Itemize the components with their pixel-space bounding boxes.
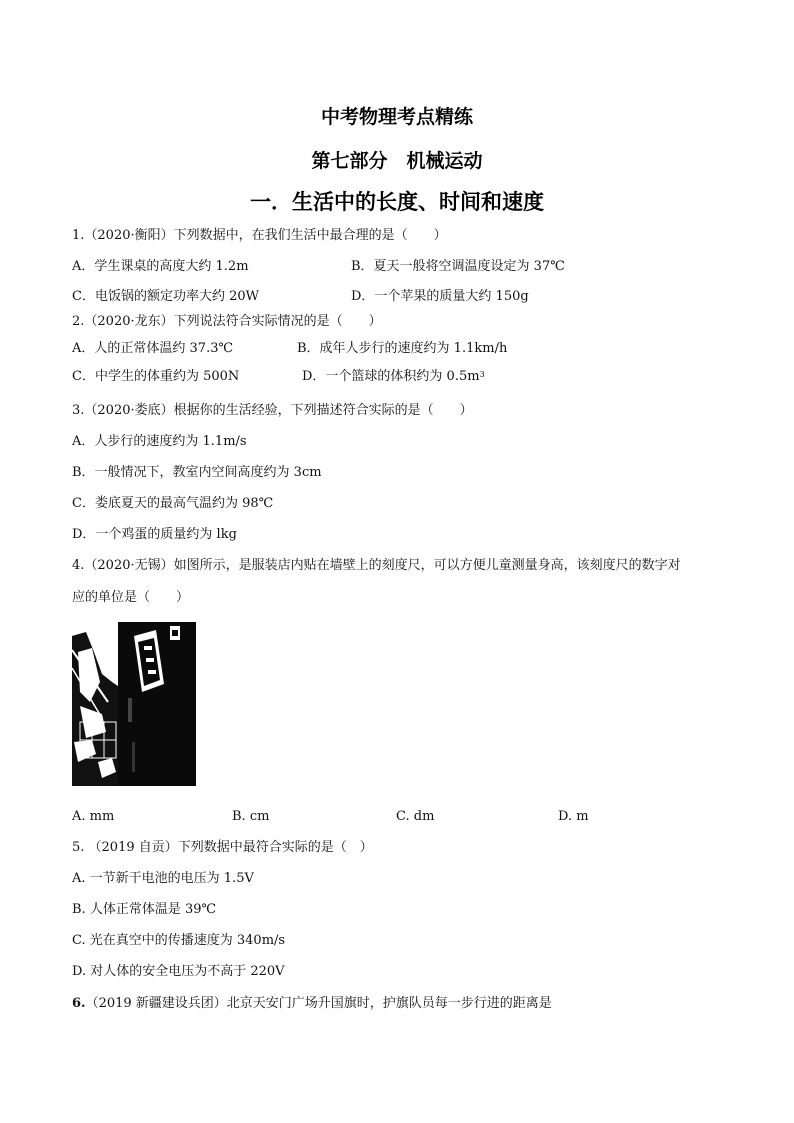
question-3-option-b: B．一般情况下，教室内空间高度约为 3cm: [72, 465, 322, 480]
question-2-option-d-superscript: 3: [479, 370, 485, 379]
question-3-option-a: A．人步行的速度约为 1.1m/s: [72, 434, 247, 449]
question-6-text: （2019 新疆建设兵团）北京天安门广场升国旗时，护旗队员每一步行进的距离是: [85, 996, 552, 1011]
question-5-option-b: B. 人体正常体温是 39℃: [72, 902, 217, 917]
question-4-option-d: D. m: [558, 809, 589, 824]
document-title: 中考物理考点精练: [320, 106, 473, 128]
height-ruler-photo: [72, 622, 196, 786]
question-3-stem: 3.（2020·娄底）根据你的生活经验，下列描述符合实际的是（ ）: [72, 403, 473, 418]
question-2-option-a: A．人的正常体温约 37.3℃: [72, 341, 234, 356]
question-5-stem: 5. （2019 自贡）下列数据中最符合实际的是（ ）: [72, 840, 373, 855]
question-3-option-c: C．娄底夏天的最高气温约为 98℃: [72, 496, 274, 511]
question-4-stem-line-2: 应的单位是（ ）: [72, 590, 190, 605]
question-4-option-b: B. cm: [232, 809, 270, 824]
question-6-stem: [72, 996, 552, 1012]
question-1-option-d: D．一个苹果的质量大约 150g: [351, 289, 529, 304]
question-6-number: 6.: [72, 996, 86, 1011]
question-2-option-b: B．成年人步行的速度约为 1.1km/h: [297, 341, 508, 356]
question-2-option-d-text: D．一个篮球的体积约为 0.5m: [302, 369, 480, 384]
question-1-option-a: A．学生课桌的高度大约 1.2m: [72, 259, 249, 274]
question-2-option-d: [302, 369, 485, 385]
question-4-option-a: A. mm: [72, 809, 115, 824]
question-5-option-d: D. 对人体的安全电压为不高于 220V: [72, 964, 285, 979]
question-1-option-c: C．电饭锅的额定功率大约 20W: [72, 289, 259, 304]
question-5-option-c: C. 光在真空中的传播速度为 340m/s: [72, 933, 286, 948]
part-heading: 第七部分 机械运动: [311, 150, 483, 172]
question-4-stem-line-1: 4.（2020·无锡）如图所示，是服装店内贴在墙壁上的刻度尺，可以方便儿童测量身高，该刻度尺的数字对: [72, 558, 681, 573]
question-1-stem: 1.（2020·衡阳）下列数据中，在我们生活中最合理的是（ ）: [72, 228, 447, 243]
question-1-option-b: B．夏天一般将空调温度设定为 37℃: [351, 259, 565, 274]
question-4-option-c: C. dm: [396, 809, 435, 824]
question-2-stem: 2.（2020·龙东）下列说法符合实际情况的是（ ）: [72, 314, 382, 329]
section-heading: 一．生活中的长度、时间和速度: [250, 190, 544, 214]
question-2-option-c: C．中学生的体重约为 500N: [72, 369, 240, 384]
question-3-option-d: D．一个鸡蛋的质量约为 lkg: [72, 527, 237, 542]
question-5-option-a: A. 一节新干电池的电压为 1.5V: [72, 871, 254, 886]
